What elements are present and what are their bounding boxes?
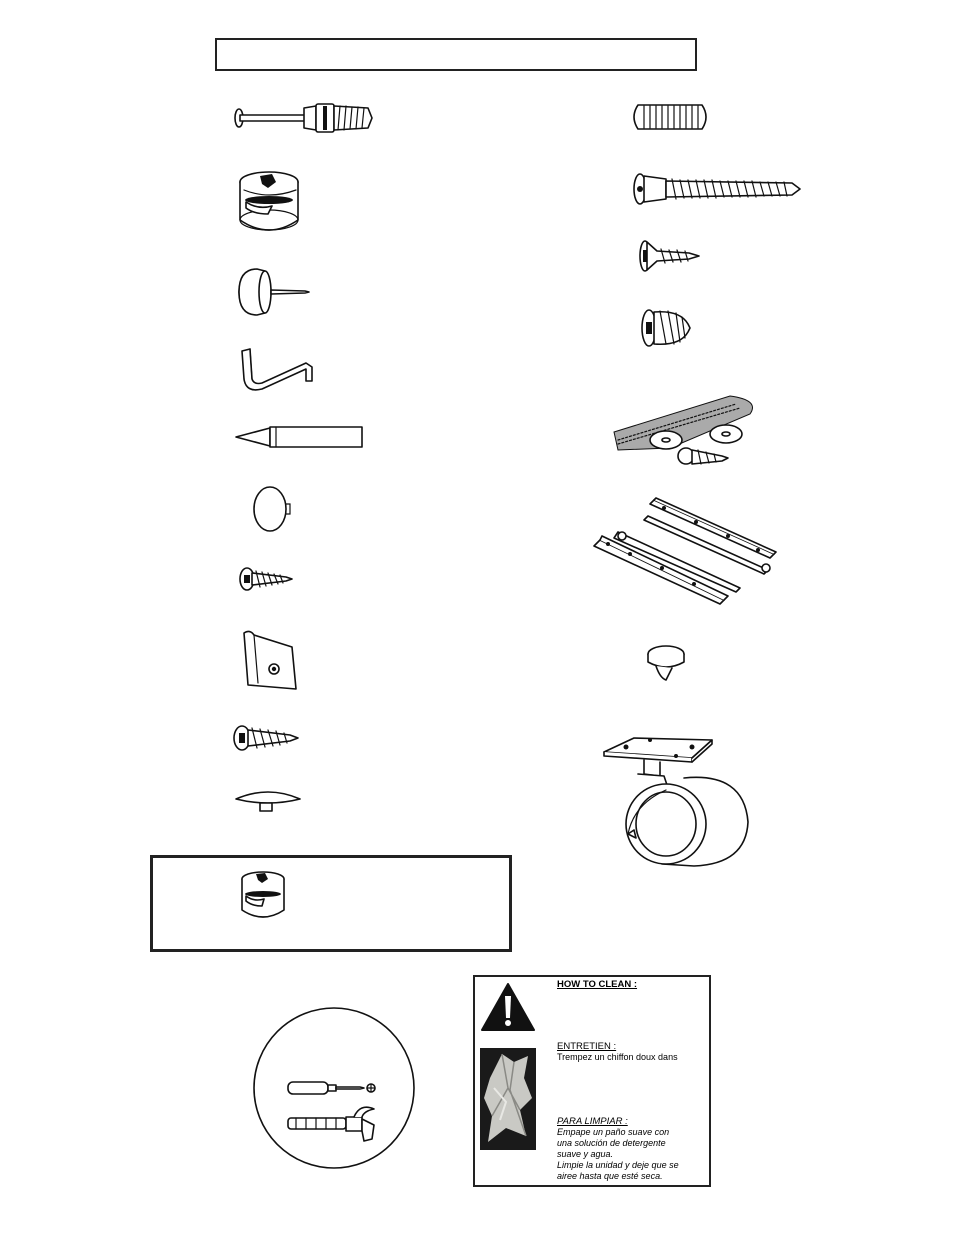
header-title-box xyxy=(215,38,697,71)
cam-lock-part xyxy=(238,170,300,234)
cleaning-es xyxy=(557,1116,707,1182)
cleaning-es-line: Empape un paño suave con xyxy=(557,1127,670,1137)
nail-glide-part xyxy=(235,265,315,319)
flat-glide-part xyxy=(234,785,302,815)
anti-tip-strap-part xyxy=(610,392,760,474)
flat-head-screw-part xyxy=(637,238,701,274)
cleaning-en xyxy=(557,979,707,990)
long-bolt-part xyxy=(632,170,804,208)
cleaning-en-heading: HOW TO CLEAN : xyxy=(557,979,638,990)
wood-screw-part xyxy=(232,722,300,754)
spare-parts-box xyxy=(150,855,512,952)
warning-triangle-icon xyxy=(480,982,536,1032)
cleaning-es-heading: PARA LIMPIAR : xyxy=(557,1116,628,1127)
drawer-slides-part xyxy=(590,500,782,610)
cleaning-es-line: una solución de detergente xyxy=(557,1138,666,1148)
cleaning-es-line: airee hasta que esté seca. xyxy=(557,1171,663,1181)
shelf-bracket-part xyxy=(240,627,300,693)
cleaning-fr-heading: ENTRETIEN : xyxy=(557,1041,617,1052)
door-bumper-part xyxy=(644,644,688,682)
cleaning-fr xyxy=(557,1041,707,1063)
cleaning-fr-line: Trempez un chiffon doux dans xyxy=(557,1052,678,1062)
wood-dowel-part xyxy=(630,102,710,132)
cloth-icon xyxy=(480,1048,536,1150)
wall-anchor-part xyxy=(640,306,692,350)
cam-bolt-part xyxy=(230,100,380,136)
cover-cap-part xyxy=(252,484,294,534)
allen-key-part xyxy=(236,345,326,393)
cleaning-es-line: suave y agua. xyxy=(557,1149,614,1159)
touch-up-marker-part xyxy=(234,424,366,450)
pan-head-screw-part xyxy=(238,565,294,593)
caster-wheel-part xyxy=(604,738,754,868)
spare-cam-lock-part xyxy=(240,870,286,920)
tools-circle xyxy=(250,1005,418,1171)
cleaning-es-line: Limpie la unidad y deje que se xyxy=(557,1160,679,1170)
